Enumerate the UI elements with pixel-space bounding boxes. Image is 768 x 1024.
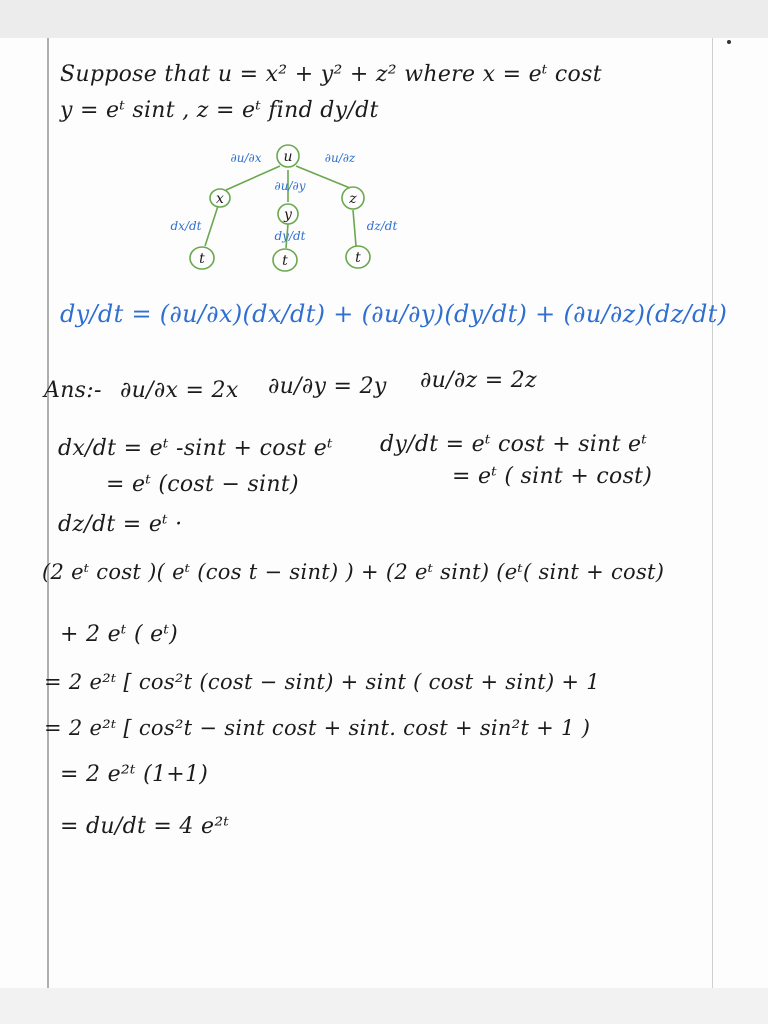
tree-leaf-t-2: t [282,253,288,269]
page-right-edge [712,38,713,988]
problem-line-1: Suppose that u = x² + y² + z² where x = eᵗ cost [60,62,602,87]
page-margin-line [47,38,49,988]
dx-dt-line-1: dx/dt = eᵗ -sint + cost eᵗ [58,436,333,461]
edge-u-x [226,166,280,190]
partial-du-dz: ∂u/∂z = 2z [420,368,537,393]
edge-label-du-dy: ∂u/∂y [274,179,306,193]
ink-dot [727,40,731,44]
tree-diagram [160,140,420,280]
work-step-1: (2 eᵗ cost )( eᵗ (cos t − sint) ) + (2 eᵗ sint) (eᵗ( sint + cost) [42,560,665,584]
work-step-3: = 2 e²ᵗ [ cos²t (cost − sint) + sint ( cost + sint) + 1 [44,670,600,694]
edge-label-dz-dt: dz/dt [366,219,398,233]
top-background-band [0,0,768,38]
edge-label-du-dx: ∂u/∂x [230,151,262,165]
tree-node-x-label: x [216,191,224,207]
work-step-6: = du/dt = 4 e²ᵗ [60,814,230,839]
tree-node-z-label: z [349,191,357,207]
tree-leaf-t-3: t [355,250,361,266]
problem-line-2: y = eᵗ sint , z = eᵗ find dy/dt [60,98,379,123]
bottom-background-band [0,988,768,1024]
tree-node-y-label: y [284,207,292,223]
work-step-2: + 2 eᵗ ( eᵗ) [60,622,179,647]
work-step-5: = 2 e²ᵗ (1+1) [60,762,209,787]
dependency-tree [160,140,420,280]
edge-label-du-dz: ∂u/∂z [324,151,356,165]
edge-label-dx-dt: dx/dt [170,219,202,233]
partial-du-dx: ∂u/∂x = 2x [120,378,239,403]
edge-x-t [205,206,218,246]
tree-root-label: u [283,149,293,165]
work-step-4: = 2 e²ᵗ [ cos²t − sint cost + sint. cost + sin²t + 1 ) [44,716,591,740]
edge-label-dy-dt: dy/dt [274,229,306,243]
edge-z-t [353,210,356,246]
dy-dt-line-1: dy/dt = eᵗ cost + sint eᵗ [380,432,648,457]
dx-dt-line-2: = eᵗ (cost − sint) [106,472,299,497]
dz-dt-line: dz/dt = eᵗ · [58,512,183,537]
tree-leaf-t-1: t [199,251,205,267]
chain-rule-formula: dy/dt = (∂u/∂x)(dx/dt) + (∂u/∂y)(dy/dt) + (∂u/∂z)(dz/dt) [60,300,728,328]
answer-label: Ans:- [44,378,102,403]
dy-dt-line-2: = eᵗ ( sint + cost) [452,464,653,489]
partial-du-dy: ∂u/∂y = 2y [268,374,387,399]
